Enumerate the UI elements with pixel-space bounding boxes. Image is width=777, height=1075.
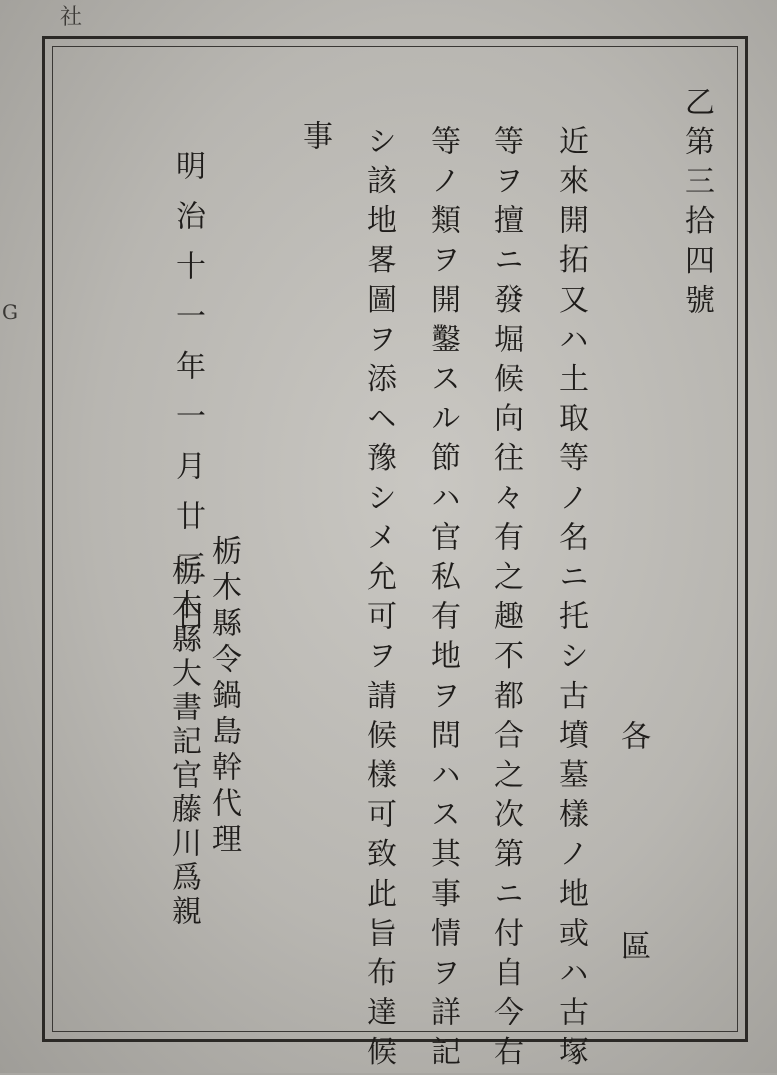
body-line-4: シ該地畧圖ヲ添ヘ豫シメ允可ヲ請候樣可致此旨布達候 [361, 125, 396, 1075]
body-line-5: 事 [297, 120, 332, 160]
addressee: 各 區 [615, 720, 650, 1000]
notice-number-heading: 乙第三拾四號 [679, 86, 714, 324]
issue-date: 明治十一年一月廿三日 [170, 150, 205, 650]
signature-secretary: 栃木縣大書記官藤川爲親 [166, 555, 201, 929]
page-edge-character: 社 [60, 5, 83, 30]
margin-mark: G [2, 300, 18, 324]
body-line-2: 等ヲ擅ニ發堀候向往々有之趣不都合之次第ニ付自今右 [488, 125, 523, 1075]
signature-prefect-proxy: 栃木縣令鍋島幹代理 [206, 535, 241, 859]
body-line-1: 近來開拓又ハ土取等ノ名ニ托シ古墳墓樣ノ地或ハ古塚 [553, 125, 588, 1075]
body-line-3: 等ノ類ヲ開鑿スル節ハ官私有地ヲ問ハス其事情ヲ詳記 [425, 125, 460, 1075]
